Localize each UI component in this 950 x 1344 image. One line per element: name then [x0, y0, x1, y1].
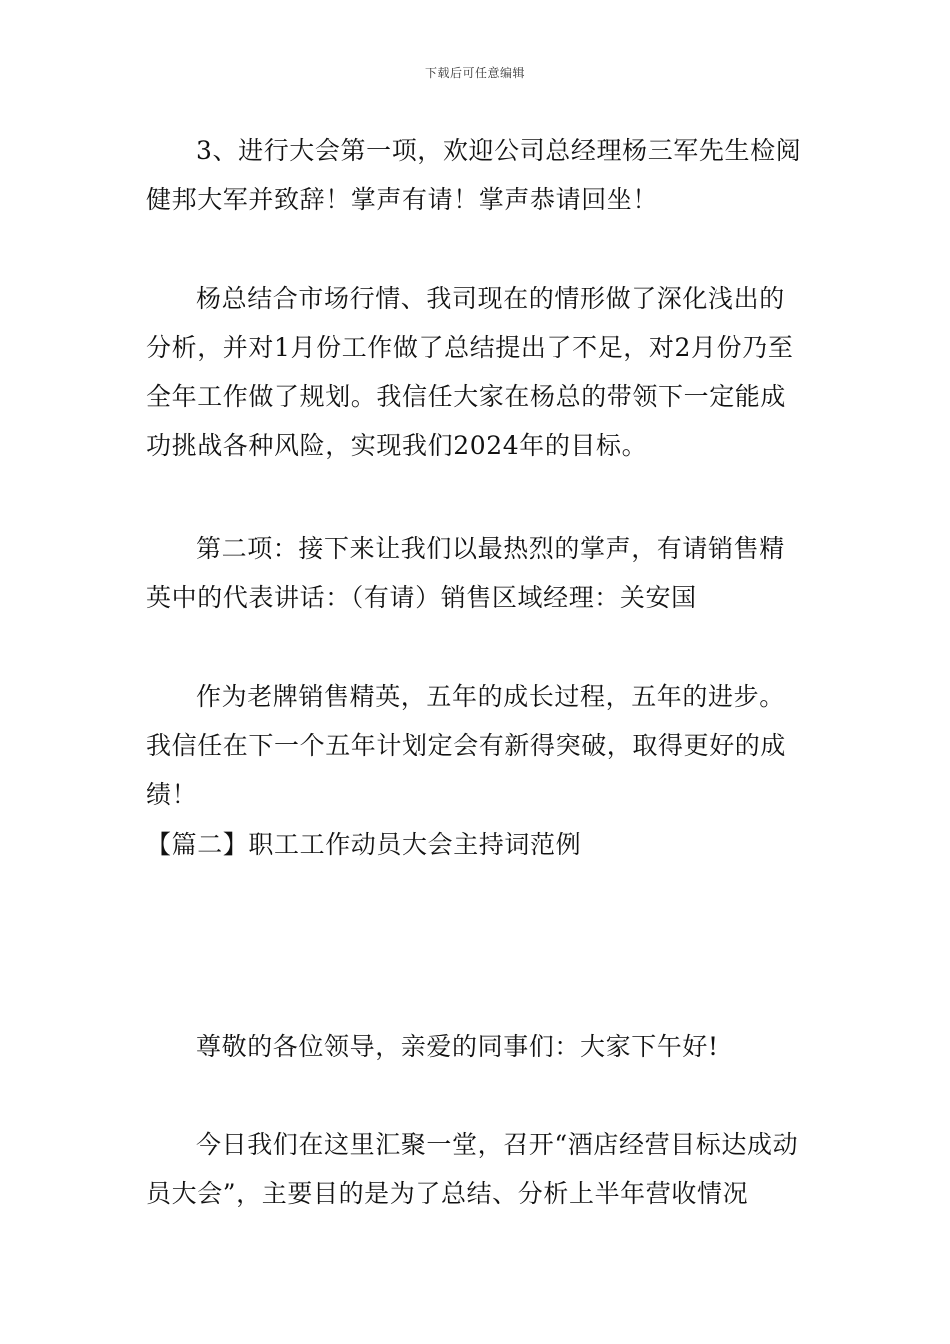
paragraph-meeting-purpose: 今日我们在这里汇聚一堂，召开“酒店经营目标达成动员大会”，主要目的是为了总结、分析上半年营收情况: [146, 1130, 799, 1208]
paragraph-meeting-item-one: 3、进行大会第一项，欢迎公司总经理杨三军先生检阅健邦大军并致辞！掌声有请！掌声恭请回坐！: [146, 136, 802, 214]
paragraph-sales-elite: 作为老牌销售精英，五年的成长过程，五年的进步。我信任在下一个五年计划定会有新得突破，取得更好的成绩！: [146, 682, 787, 809]
section-heading-part-two: 【篇二】职工工作动员大会主持词范例: [146, 830, 582, 859]
paragraph-greeting: 尊敬的各位领导，亲爱的同事们：大家下午好!: [196, 1032, 719, 1061]
paragraph-meeting-item-two: 第二项：接下来让我们以最热烈的掌声，有请销售精英中的代表讲话：（有请）销售区域经理：关安国: [146, 534, 785, 612]
paragraph-general-manager-summary: 杨总结合市场行情、我司现在的情形做了深化浅出的分析，并对1月份工作做了总结提出了不足，对2月份乃至全年工作做了规划。我信任大家在杨总的带领下一定能成功挑战各种风险，实现我们2024年的目标。: [146, 284, 794, 460]
page-header: 下载后可任意编辑: [424, 66, 525, 80]
